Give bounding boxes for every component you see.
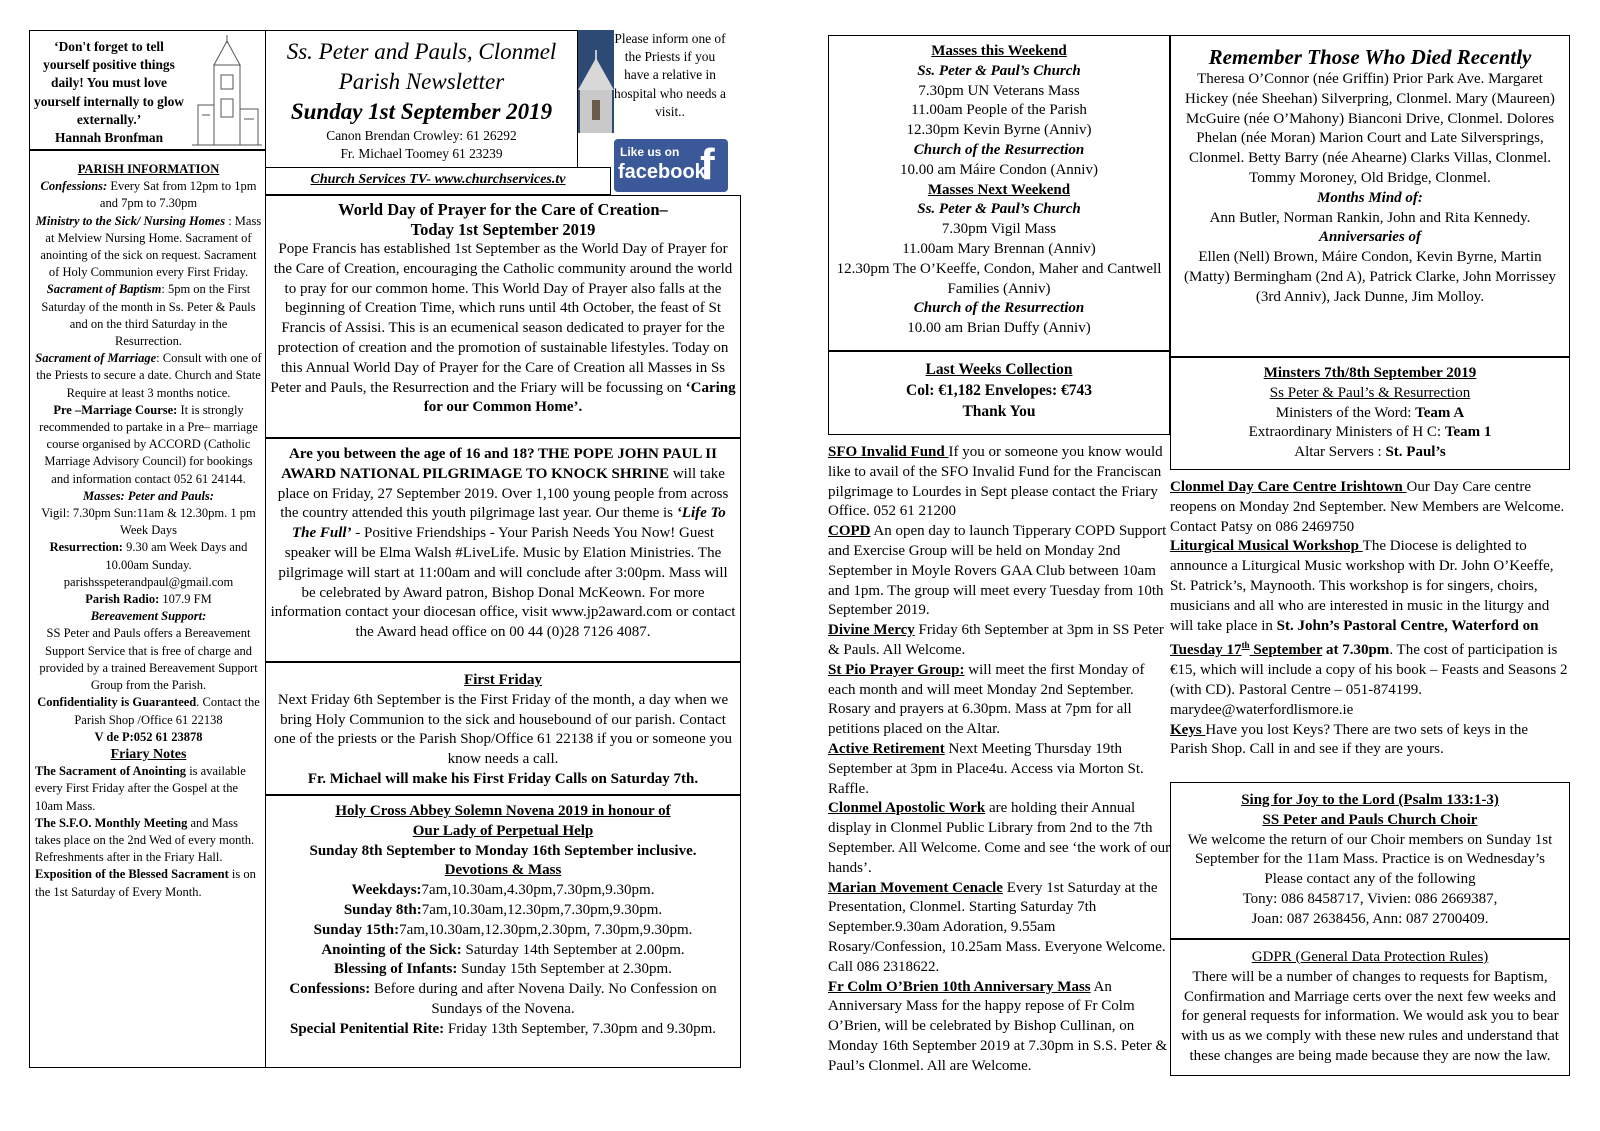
canon-contact: Canon Brendan Crowley: 61 26292 [326,128,517,143]
altar-servers-team: St. Paul’s [1385,444,1446,461]
novena-penitential: Friday 13th September, 7.30pm and 9.30pm. [444,1020,716,1037]
resurrection-label: Resurrection: [49,540,123,555]
radio-label: Parish Radio: [85,592,160,607]
bereavement-label: Bereavement Support: [90,609,207,624]
novena-sun15-label: Sunday 15th: [313,921,400,938]
ministers-subtitle: Ss Peter & Paul’s & Resurrection [1269,384,1471,401]
pilgrimage-body1: will take place on Friday, 27 September 2019. Over 1,100 young people from across the country attended this youth pilgrimage last year. Our theme is [277,465,729,522]
remember-deceased [1170,35,1570,357]
novena-infants-label: Blessing of Infants: [334,961,458,978]
quote-text: ‘Don't forget to tell yourself positive things daily! You must love yourself internally to glow externally.’ [34,39,184,127]
marriage-label: Sacrament of Marriage [35,351,157,366]
liturgy-workshop-heading: Liturgical Musical Workshop [1170,538,1363,555]
liturgy-workshop-time: at 7.30pm [1322,642,1390,659]
apostolic-work-text: are holding their Annual display in Clonmel Public Library from 2nd to the 7th September. All Welcome. Come and see ‘the work of our hands’. [828,800,1171,876]
friary-sfo-label: The S.F.O. Monthly Meeting [35,815,188,830]
months-mind-names: Ann Butler, Norman Rankin, John and Rita Kennedy. [1209,209,1531,226]
first-friday-body: Next Friday 6th September is the First Friday of the month, a day when we bring Holy Communion to the sick and housebound of our parish. Contact one of the priests or the Parish Shop/Office 61 22138 if you or someone you know needs a call. [274,691,732,768]
newsletter-header [265,30,578,167]
masses-text: Vigil: 7.30pm Sun:11am & 12.30pm. 1 pm Week Days [41,506,256,538]
pilgrimage-theme: ‘Life To The Full’ [291,505,726,542]
ministers-box [1170,357,1570,470]
mass-next-2: 11.00am Mary Brennan (Anniv) [902,240,1096,257]
creation-title-line1: World Day of Prayer for the Care of Creation– [338,200,668,219]
notices-column [828,443,1172,1077]
hospital-notice: Please inform one of the Priests if you have a relative in hospital who needs a visit.. [614,31,726,119]
novena-sun8-label: Sunday 8th: [343,901,422,918]
mass-next-1: 7.30pm Vigil Mass [941,221,1057,238]
mass-this-4: 10.00 am Máire Condon (Anniv) [900,161,1098,178]
ministers-title: Minsters 7th/8th September 2019 [1263,365,1477,381]
colm-anniversary-heading: Fr Colm O’Brien 10th Anniversary Mass [828,978,1091,995]
facebook-wordmark: facebook [618,161,706,183]
liturgy-workshop-details: . The cost of participation is €15, which will include a copy of his book – Feasts and Seasons 2 (with CD). Pastoral Centre – 051-874199. marydee@waterfordlismore.ie [1170,642,1568,718]
daycare-heading: Clonmel Day Care Centre Irishtown [1170,479,1407,495]
ministers-word-team: Team A [1415,404,1465,421]
novena-infants: Sunday 15th September at 2.30pm. [457,961,672,978]
remember-title: Remember Those Who Died Recently [1208,45,1532,69]
friary-exposition-label: Exposition of the Blessed Sacrament [35,867,229,882]
confessions-text: Every Sat from 12pm to 1pm and 7pm to 7.30pm [99,179,257,211]
apostolic-work-heading: Clonmel Apostolic Work [828,800,986,817]
liturgy-date-suffix: th [1241,640,1250,651]
newsletter-date: Sunday 1st September 2019 [290,99,553,124]
mass-this-3: 12.30pm Kevin Byrne (Anniv) [906,122,1092,139]
novena-article [265,795,741,1068]
novena-dates: Sunday 8th September to Monday 16th September inclusive. [309,842,697,859]
novena-confessions: Before during and after Novena Daily. No Confession on Sundays of the Novena. [370,981,717,1017]
marian-cenacle-heading: Marian Movement Cenacle [828,879,1003,896]
divine-mercy-text: Friday 6th September at 3pm in SS Peter & Pauls. All Welcome. [828,622,1164,658]
novena-anointing-label: Anointing of the Sick: [321,941,462,958]
friary-anointing-text: is available every First Friday after the Gospel at the 10am Mass. [35,764,246,813]
bereavement-text: SS Peter and Pauls offers a Bereavement Support Service that is free of charge and provided by a trained Bereavement Support Group from the Parish. [39,626,258,693]
choir-body: We welcome the return of our Choir members on Sunday 1st September for the 11am Mass. Practice is on Wednesday’s Please contact any of the following [1187,831,1553,888]
resurrection-text: 9.30 am Week Days and 10.00am Sunday. [105,540,248,572]
quote-author: Hannah Bronfman [54,130,164,146]
church-services-link[interactable]: Church Services TV- www.churchservices.tv [310,172,566,187]
sfo-fund-heading: SFO Invalid Fund [828,444,949,460]
liturgy-workshop-month: September [1249,642,1323,659]
facebook-button[interactable] [614,139,728,192]
masses-this-church1: Ss. Peter & Paul’s Church [917,62,1081,79]
facebook-f-icon: f [700,140,715,189]
shop-contact: . Contact the Parish Shop /Office 61 22138 [74,695,260,727]
parish-info-title: PARISH INFORMATION [77,162,220,176]
masses-this-church2: Church of the Resurrection [913,141,1085,158]
confessions-label: Confessions: [40,179,108,194]
copd-text: An open day to launch Tipperary COPD Support and Exercise Group will be held on Monday 2nd September in Moyle Rovers GAA Club between 10am and 1pm. The group will meet every Tuesday from 10th September 2019. [828,523,1167,619]
masses-next-church2: Church of the Resurrection [913,300,1085,317]
marriage-text: : Consult with one of the Priests to secure a date. Church and State Require at least 3 months notice. [36,351,262,400]
creation-prayer-article [265,195,741,438]
first-friday-article [265,662,741,795]
collection-thanks: Thank You [962,403,1036,420]
parish-name: Ss. Peter and Pauls, Clonmel [286,39,557,64]
sick-ministry-text: : Mass at Melview Nursing Home. Sacrament of anointing of the sick on request. Sacrament of Holy Communion every First Friday. [40,213,262,280]
choir-title: Sing for Joy to the Lord (Psalm 133:1-3) [1241,792,1499,808]
remember-names: Theresa O’Connor (née Griffin) Prior Park Ave. Margaret Hickey (née Sheehan) Silverpring, Clonmel. Mary (Maureen) McGuire (née O’Mahony) Bianconi Drive, Clonmel. Dolores Phelan (née Moran) Marion Court and Late Silversprings, Clonmel. Betty Barry (née Ahearne) Clarks Villas, Clonmel. Tommy Moroney, Old Bridge, Clonmel. [1185,71,1555,186]
parish-email: parishsspeterandpaul@gmail.com [63,574,234,589]
sick-ministry-label: Ministry to the Sick/ Nursing Homes [35,213,226,228]
liturgy-workshop-text: The Diocese is delighted to announce a Liturgical Music workshop with Dr. John O’Keeffe, St. Patrick’s, Maynooth. This workshop is for singers, choirs, musicians and all who are interested in music in the liturgy and will take place in [1170,538,1554,634]
mass-this-1: 7.30pm UN Veterans Mass [918,82,1080,99]
choir-subtitle: SS Peter and Pauls Church Choir [1262,811,1478,828]
radio-text: 107.9 FM [159,592,212,607]
friary-sfo-text: and Mass takes place on the 2nd Wed of every month. Refreshments after in the Friary Hall. [35,815,255,865]
choir-contacts-1: Tony: 086 8458717, Vivien: 086 2669387, [1242,890,1498,907]
masses-this-weekend-title: Masses this Weekend [931,43,1067,59]
newsletter-title: Parish Newsletter [338,69,505,94]
sfo-fund-text: If you or someone you know would like to avail of the SFO Invalid Fund for the Franciscan pilgrimage to Lourdes in Sept please contact the Friary Office. 052 61 21200 [828,444,1163,520]
choir-box [1170,782,1570,939]
anniversaries-heading: Anniversaries of [1318,229,1422,246]
novena-confessions-label: Confessions: [289,981,371,998]
church-services-tv-banner [265,167,611,195]
novena-devotions: Devotions & Mass [444,862,562,879]
creation-title-line2: Today 1st September 2019 [410,220,596,239]
father-contact: Fr. Michael Toomey 61 23239 [340,146,503,162]
mass-next-4: 10.00 am Brian Duffy (Anniv) [907,320,1091,337]
collection-title: Last Weeks Collection [925,361,1073,378]
months-mind-heading: Months Mind of: [1317,189,1423,206]
baptism-label: Sacrament of Baptism [46,282,162,297]
masses-next-weekend-title: Masses Next Weekend [927,181,1071,198]
choir-contacts-2: Joan: 087 2638456, Ann: 087 2700409. [1251,910,1489,927]
friary-exposition-text: is on the 1st Saturday of Every Month. [35,867,256,899]
premarriage-label: Pre –Marriage Course: [53,402,178,417]
keys-heading: Keys [1170,721,1206,738]
chapel-photo [578,30,614,133]
gdpr-title: GDPR (General Data Protection Rules) [1251,949,1489,965]
ministers-em-label: Extraordinary Ministers of H C: [1248,424,1445,441]
daycare-text: Our Day Care centre reopens on Monday 2nd September. New Members are Welcome. Contact Patsy on 086 2469750 [1170,479,1565,535]
novena-title-line2: Our Lady of Perpetual Help [412,822,594,839]
creation-theme: ‘Caring for our Common Home’. [423,379,736,416]
novena-penitential-label: Special Penitential Rite: [289,1020,445,1037]
novena-title-line1: Holy Cross Abbey Solemn Novena 2019 in honour of [335,803,671,819]
pilgrimage-body2: - Positive Friendships - Your Parish Needs You Now! Guest speaker will be Elma Walsh #LiveLife. Music by Elation Ministries. The pilgrimage will start at 11:00am and will conclude after 3:00pm. Mass will be celebrated by Award patron, Bishop Donal McKeown. For more information contact your diocesan office, visit www.jp2award.com or contact the Award head office on 00 44 (0)28 7126 4087. [270,525,736,641]
mass-this-2: 11.00am People of the Parish [911,102,1087,119]
collection-amounts: Col: €1,182 Envelopes: €743 [906,382,1092,399]
altar-servers-label: Altar Servers : [1294,444,1386,461]
pio-group-text: will meet the first Monday of each month and will meet Monday 2nd September. Rosary and prayers at 6.30pm. Mass at 7pm for all petitions placed on the Altar. [828,661,1145,738]
novena-anointing: Saturday 14th September at 2.00pm. [461,941,685,958]
parish-information [29,150,265,1068]
masses-next-church1: Ss. Peter & Paul’s Church [917,201,1081,218]
friary-anointing-label: The Sacrament of Anointing [35,764,187,779]
mass-next-3: 12.30pm The O’Keeffe, Condon, Maher and Cantwell Families (Anniv) [836,260,1162,297]
quote-box [29,30,265,150]
novena-weekdays-label: Weekdays: [351,882,422,899]
baptism-text: : 5pm on the First Saturday of the month in Ss. Peter & Pauls and on the third Saturday in the Resurrection. [41,282,256,349]
pio-group-heading: St Pio Prayer Group: [828,661,965,678]
novena-sun15: 7am,10.30am,12.30pm,2.30pm, 7.30pm,9.30pm. [399,921,693,938]
gdpr-box [1170,939,1570,1076]
facebook-like-text: Like us on [620,145,680,159]
ministers-em-team: Team 1 [1444,424,1492,441]
knock-pilgrimage-article [265,438,741,662]
right-notices-column [1170,478,1568,760]
novena-weekdays: 7am,10.30am,4.30pm,7.30pm,9.30pm. [421,882,655,899]
copd-heading: COPD [828,523,871,540]
pilgrimage-headline: Are you between the age of 16 and 18? THE POPE JOHN PAUL II AWARD NATIONAL PILGRIMAGE TO KNOCK SHRINE [281,446,717,482]
colm-anniversary-text: An Anniversary Mass for the happy repose of Fr Colm O’Brien, will be celebrated by Bishop Cullinan, on Monday 16th September 2019 at 7.30pm in S.S. Peter & Paul’s Clonmel. All are Welcome. [828,978,1168,1074]
novena-sun8: 7am,10.30am,12.30pm,7.30pm,9.30pm. [421,901,663,918]
keys-text: Have you lost Keys? There are two sets of keys in the Parish Shop. Call in and see if they are yours. [1170,721,1528,758]
gdpr-body: There will be a number of changes to requests for Baptism, Confirmation and Marriage certs over the next few weeks and for general requests for information. We would ask you to bear with us as we comply with these new rules and understand that these changes are being made because they are now the law. [1181,968,1559,1064]
ministers-word-label: Ministers of the Word: [1275,404,1416,421]
collection-box [828,351,1170,435]
creation-body: Pope Francis has established 1st September as the World Day of Prayer for the Care of Creation, encouraging the Catholic community around the world to pray for our common home. This World Day of Prayer also falls at the beginning of Creation Time, which runs until 4th October, the feast of St Francis of Assisi. This is an ecumenical season dedicated to prayer for the protection of creation and the promotion of sustainable lifestyles. Today on this Annual World Day of Prayer for the Care of Creation all Masses in Ss Peter and Pauls, the Resurrection and the Friary will be focussing on [270,241,733,396]
vdep-phone: V de P:052 61 23878 [94,729,203,744]
masses-label: Masses: Peter and Pauls: [83,488,214,503]
anniversaries-names: Ellen (Nell) Brown, Máire Condon, Kevin Byrne, Martin (Matty) Bermingham (2nd A), Patrick Clarke, John Morrissey (3rd Anniv), Jack Dunne, Jim Molloy. [1183,249,1557,305]
active-retirement-text: Next Meeting Thursday 19th September at 3pm in Place4u. Access via Morton St. Raffle. [828,740,1144,797]
confidentiality-text: Confidentiality is Guaranteed [37,695,197,710]
first-friday-calls: Fr. Michael will make his First Friday Calls on Saturday 7th. [307,770,699,787]
friary-title: Friary Notes [110,746,187,762]
divine-mercy-heading: Divine Mercy [828,622,915,639]
active-retirement-heading: Active Retirement [828,740,945,757]
masses-schedule [828,35,1170,351]
church-tower-illustration [192,35,262,147]
marian-cenacle-text: Every 1st Saturday at the Presentation, Clonmel. Starting Saturday 7th September.9.30am Adoration, 9.55am Rosary/Confession, 10.25am Mass. Everyone Welcome. Call 086 2318622. [828,879,1166,975]
liturgy-workshop-date: Tuesday 17 [1170,642,1242,659]
premarriage-text: It is strongly recommended to partake in a Pre– marriage course organised by ACCORD (Catholic Marriage Advisory Council) for bookings and information contact 052 61 24144. [39,402,258,486]
first-friday-title: First Friday [464,672,542,688]
liturgy-workshop-place: St. John’s Pastoral Centre, Waterford on [1276,617,1539,634]
